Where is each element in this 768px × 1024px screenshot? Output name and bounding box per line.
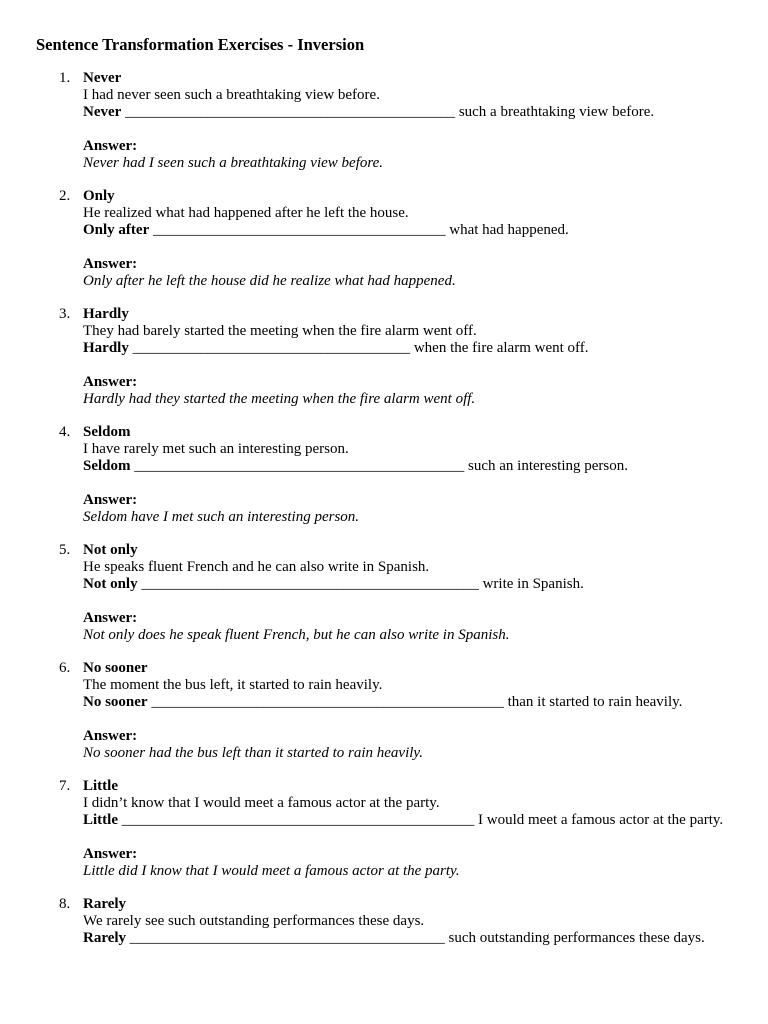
exercise-item [36, 896, 732, 947]
original-sentence: We rarely see such outstanding performances these days. [83, 913, 425, 929]
original-sentence: I had never seen such a breathtaking view before. [83, 87, 380, 103]
answer-blank: _____________________________________ [132, 340, 411, 356]
exercise-number: 8. [59, 896, 71, 912]
prompt-start: Rarely [83, 930, 127, 946]
answer-text: Hardly had they started the meeting when the fire alarm went off. [83, 391, 476, 407]
exercise-number: 4. [59, 424, 71, 440]
transformation-prompt [83, 458, 732, 475]
prompt-start: Hardly [83, 340, 129, 356]
exercise-keyword: Seldom [83, 424, 131, 440]
answer-blank: _____________________________________________ [141, 576, 479, 592]
answer-block [83, 492, 732, 526]
prompt-end: such an interesting person. [464, 458, 628, 474]
answer-block [83, 374, 732, 408]
transformation-prompt [83, 222, 732, 239]
transformation-prompt [83, 694, 732, 711]
exercise-number: 7. [59, 778, 71, 794]
prompt-end: such outstanding performances these days. [444, 930, 705, 946]
exercise-number: 6. [59, 660, 71, 676]
original-sentence: The moment the bus left, it started to rain heavily. [83, 677, 383, 693]
prompt-end: write in Spanish. [478, 576, 584, 592]
exercise-item [36, 188, 732, 290]
answer-text: Not only does he speak fluent French, but he can also write in Spanish. [83, 627, 510, 643]
original-sentence: I have rarely met such an interesting person. [83, 441, 349, 457]
answer-label: Answer: [83, 374, 138, 390]
prompt-start: Not only [83, 576, 138, 592]
exercise-item [36, 778, 732, 880]
answer-blank: _______________________________________________ [121, 812, 475, 828]
answer-block [83, 138, 732, 172]
answer-label: Answer: [83, 610, 138, 626]
prompt-end: what had happened. [445, 222, 569, 238]
original-sentence: They had barely started the meeting when the fire alarm went off. [83, 323, 477, 339]
answer-blank: _______________________________________ [152, 222, 446, 238]
exercise-keyword: Rarely [83, 896, 127, 912]
transformation-prompt [83, 812, 732, 829]
exercise-item [36, 424, 732, 526]
prompt-start: Little [83, 812, 118, 828]
prompt-end: when the fire alarm went off. [410, 340, 589, 356]
answer-label: Answer: [83, 138, 138, 154]
answer-label: Answer: [83, 846, 138, 862]
exercise-keyword: No sooner [83, 660, 148, 676]
exercise-number: 2. [59, 188, 71, 204]
exercise-number: 5. [59, 542, 71, 558]
transformation-prompt [83, 576, 732, 593]
answer-label: Answer: [83, 492, 138, 508]
answer-block [83, 256, 732, 290]
exercise-keyword: Not only [83, 542, 138, 558]
exercise-number: 1. [59, 70, 71, 86]
prompt-start: Never [83, 104, 122, 120]
exercise-number: 3. [59, 306, 71, 322]
transformation-prompt [83, 340, 732, 357]
transformation-prompt [83, 104, 732, 121]
exercise-item [36, 70, 732, 172]
original-sentence: He speaks fluent French and he can also write in Spanish. [83, 559, 430, 575]
prompt-end: such a breathtaking view before. [455, 104, 655, 120]
prompt-start: Only after [83, 222, 150, 238]
answer-blank: ____________________________________________ [125, 104, 456, 120]
exercise-item [36, 660, 732, 762]
original-sentence: I didn’t know that I would meet a famous actor at the party. [83, 795, 440, 811]
answer-text: No sooner had the bus left than it started to rain heavily. [83, 745, 423, 761]
answer-block [83, 728, 732, 762]
prompt-end: I would meet a famous actor at the party. [474, 812, 724, 828]
answer-blank: ____________________________________________ [134, 458, 465, 474]
answer-block [83, 846, 732, 880]
answer-text: Seldom have I met such an interesting person. [83, 509, 360, 525]
exercise-list [36, 70, 732, 947]
prompt-start: No sooner [83, 694, 148, 710]
exercise-item [36, 306, 732, 408]
prompt-end: than it started to rain heavily. [503, 694, 683, 710]
answer-text: Only after he left the house did he realize what had happened. [83, 273, 456, 289]
answer-label: Answer: [83, 728, 138, 744]
exercise-keyword: Only [83, 188, 115, 204]
transformation-prompt [83, 930, 732, 947]
answer-blank: __________________________________________ [129, 930, 445, 946]
exercise-keyword: Never [83, 70, 122, 86]
original-sentence: He realized what had happened after he left the house. [83, 205, 409, 221]
answer-text: Never had I seen such a breathtaking view before. [83, 155, 384, 171]
prompt-start: Seldom [83, 458, 131, 474]
exercise-keyword: Little [83, 778, 118, 794]
page-title: Sentence Transformation Exercises - Inversion [36, 35, 365, 54]
answer-block [83, 610, 732, 644]
answer-blank: _______________________________________________ [151, 694, 504, 710]
exercise-keyword: Hardly [83, 306, 129, 322]
answer-label: Answer: [83, 256, 138, 272]
exercise-item [36, 542, 732, 644]
answer-text: Little did I know that I would meet a famous actor at the party. [83, 863, 460, 879]
